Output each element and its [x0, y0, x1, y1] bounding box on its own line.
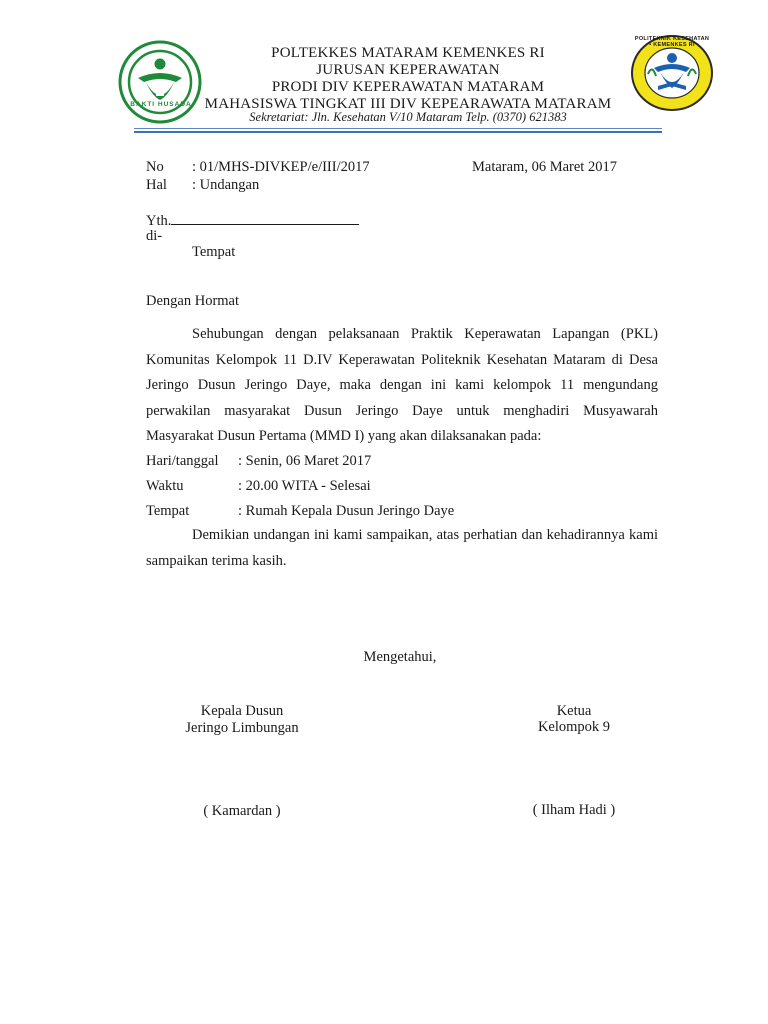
- letterhead-rule-thin: [134, 128, 662, 129]
- right-signatory-subtitle: Kelompok 9: [537, 719, 611, 735]
- bakti-husada-logo-text: BAKTI HUSADA: [130, 101, 192, 108]
- letterhead-line-4: MAHASISWA TINGKAT III DIV KEPEARAWATA MATARAM: [204, 96, 612, 112]
- recipient-di: di-: [146, 228, 163, 244]
- detail-date-value: : Senin, 06 Maret 2017: [238, 453, 372, 469]
- letterhead-line-1: POLTEKKES MATARAM KEMENKES RI: [271, 45, 545, 61]
- recipient-blank-line: [171, 210, 359, 225]
- recipient-yth: Yth.: [146, 213, 172, 229]
- detail-time-label: Waktu: [146, 478, 184, 494]
- closing-paragraph: Demikian undangan ini kami sampaikan, atas perhatian dan kehadirannya kami sampaikan terima kasih.: [146, 527, 658, 569]
- letter-date: Mataram, 06 Maret 2017: [472, 159, 617, 175]
- left-signatory-title: Kepala Dusun: [200, 703, 284, 719]
- left-signatory-name: ( Kamardan ): [203, 803, 281, 819]
- letterhead-line-3: PRODI DIV KEPERAWATAN MATARAM: [271, 79, 545, 95]
- letterhead-secretariat: Sekretariat: Jln. Kesehatan V/10 Mataram Telp. (0370) 621383: [249, 110, 567, 124]
- right-signatory-title: Ketua: [556, 703, 592, 719]
- letter-subject-label: Hal: [146, 177, 167, 193]
- detail-date-label: Hari/tanggal: [146, 453, 219, 469]
- right-signatory-name: ( Ilham Hadi ): [532, 802, 616, 818]
- left-signatory-subtitle: Jeringo Limbungan: [185, 720, 299, 736]
- acknowledged-label: Mengetahui,: [363, 649, 437, 665]
- letterhead-line-2: JURUSAN KEPERAWATAN: [316, 62, 500, 78]
- poltekkes-logo-text: POLITEKNIK KESEHATAN • KEMENKES RI: [634, 36, 710, 48]
- letterhead-rule-thick: [134, 131, 662, 133]
- recipient-place: Tempat: [192, 244, 236, 260]
- recipient-block: [146, 210, 359, 230]
- body-paragraph: Sehubungan dengan pelaksanaan Praktik Keperawatan Lapangan (PKL) Komunitas Kelompok 11 D.IV Keperawatan Politeknik Kesehatan Mataram di Desa Jeringo Dusun Jeringo Daye, maka dengan ini kami kelompok 11 mengundang perwakilan masyarakat Dusun Jeringo Daye untuk menghadiri Musyawarah Masyarakat Dusun Pertama (MMD I) yang akan dilaksanakan pada:: [146, 326, 658, 444]
- detail-time-value: : 20.00 WITA - Selesai: [238, 478, 371, 494]
- letter-number-label: No: [146, 159, 164, 175]
- greeting: Dengan Hormat: [146, 293, 240, 309]
- letter-subject-value: : Undangan: [192, 177, 260, 193]
- letter-number-value: : 01/MHS-DIVKEP/e/III/2017: [192, 159, 370, 175]
- detail-place-label: Tempat: [146, 503, 190, 519]
- detail-place-value: : Rumah Kepala Dusun Jeringo Daye: [238, 503, 455, 519]
